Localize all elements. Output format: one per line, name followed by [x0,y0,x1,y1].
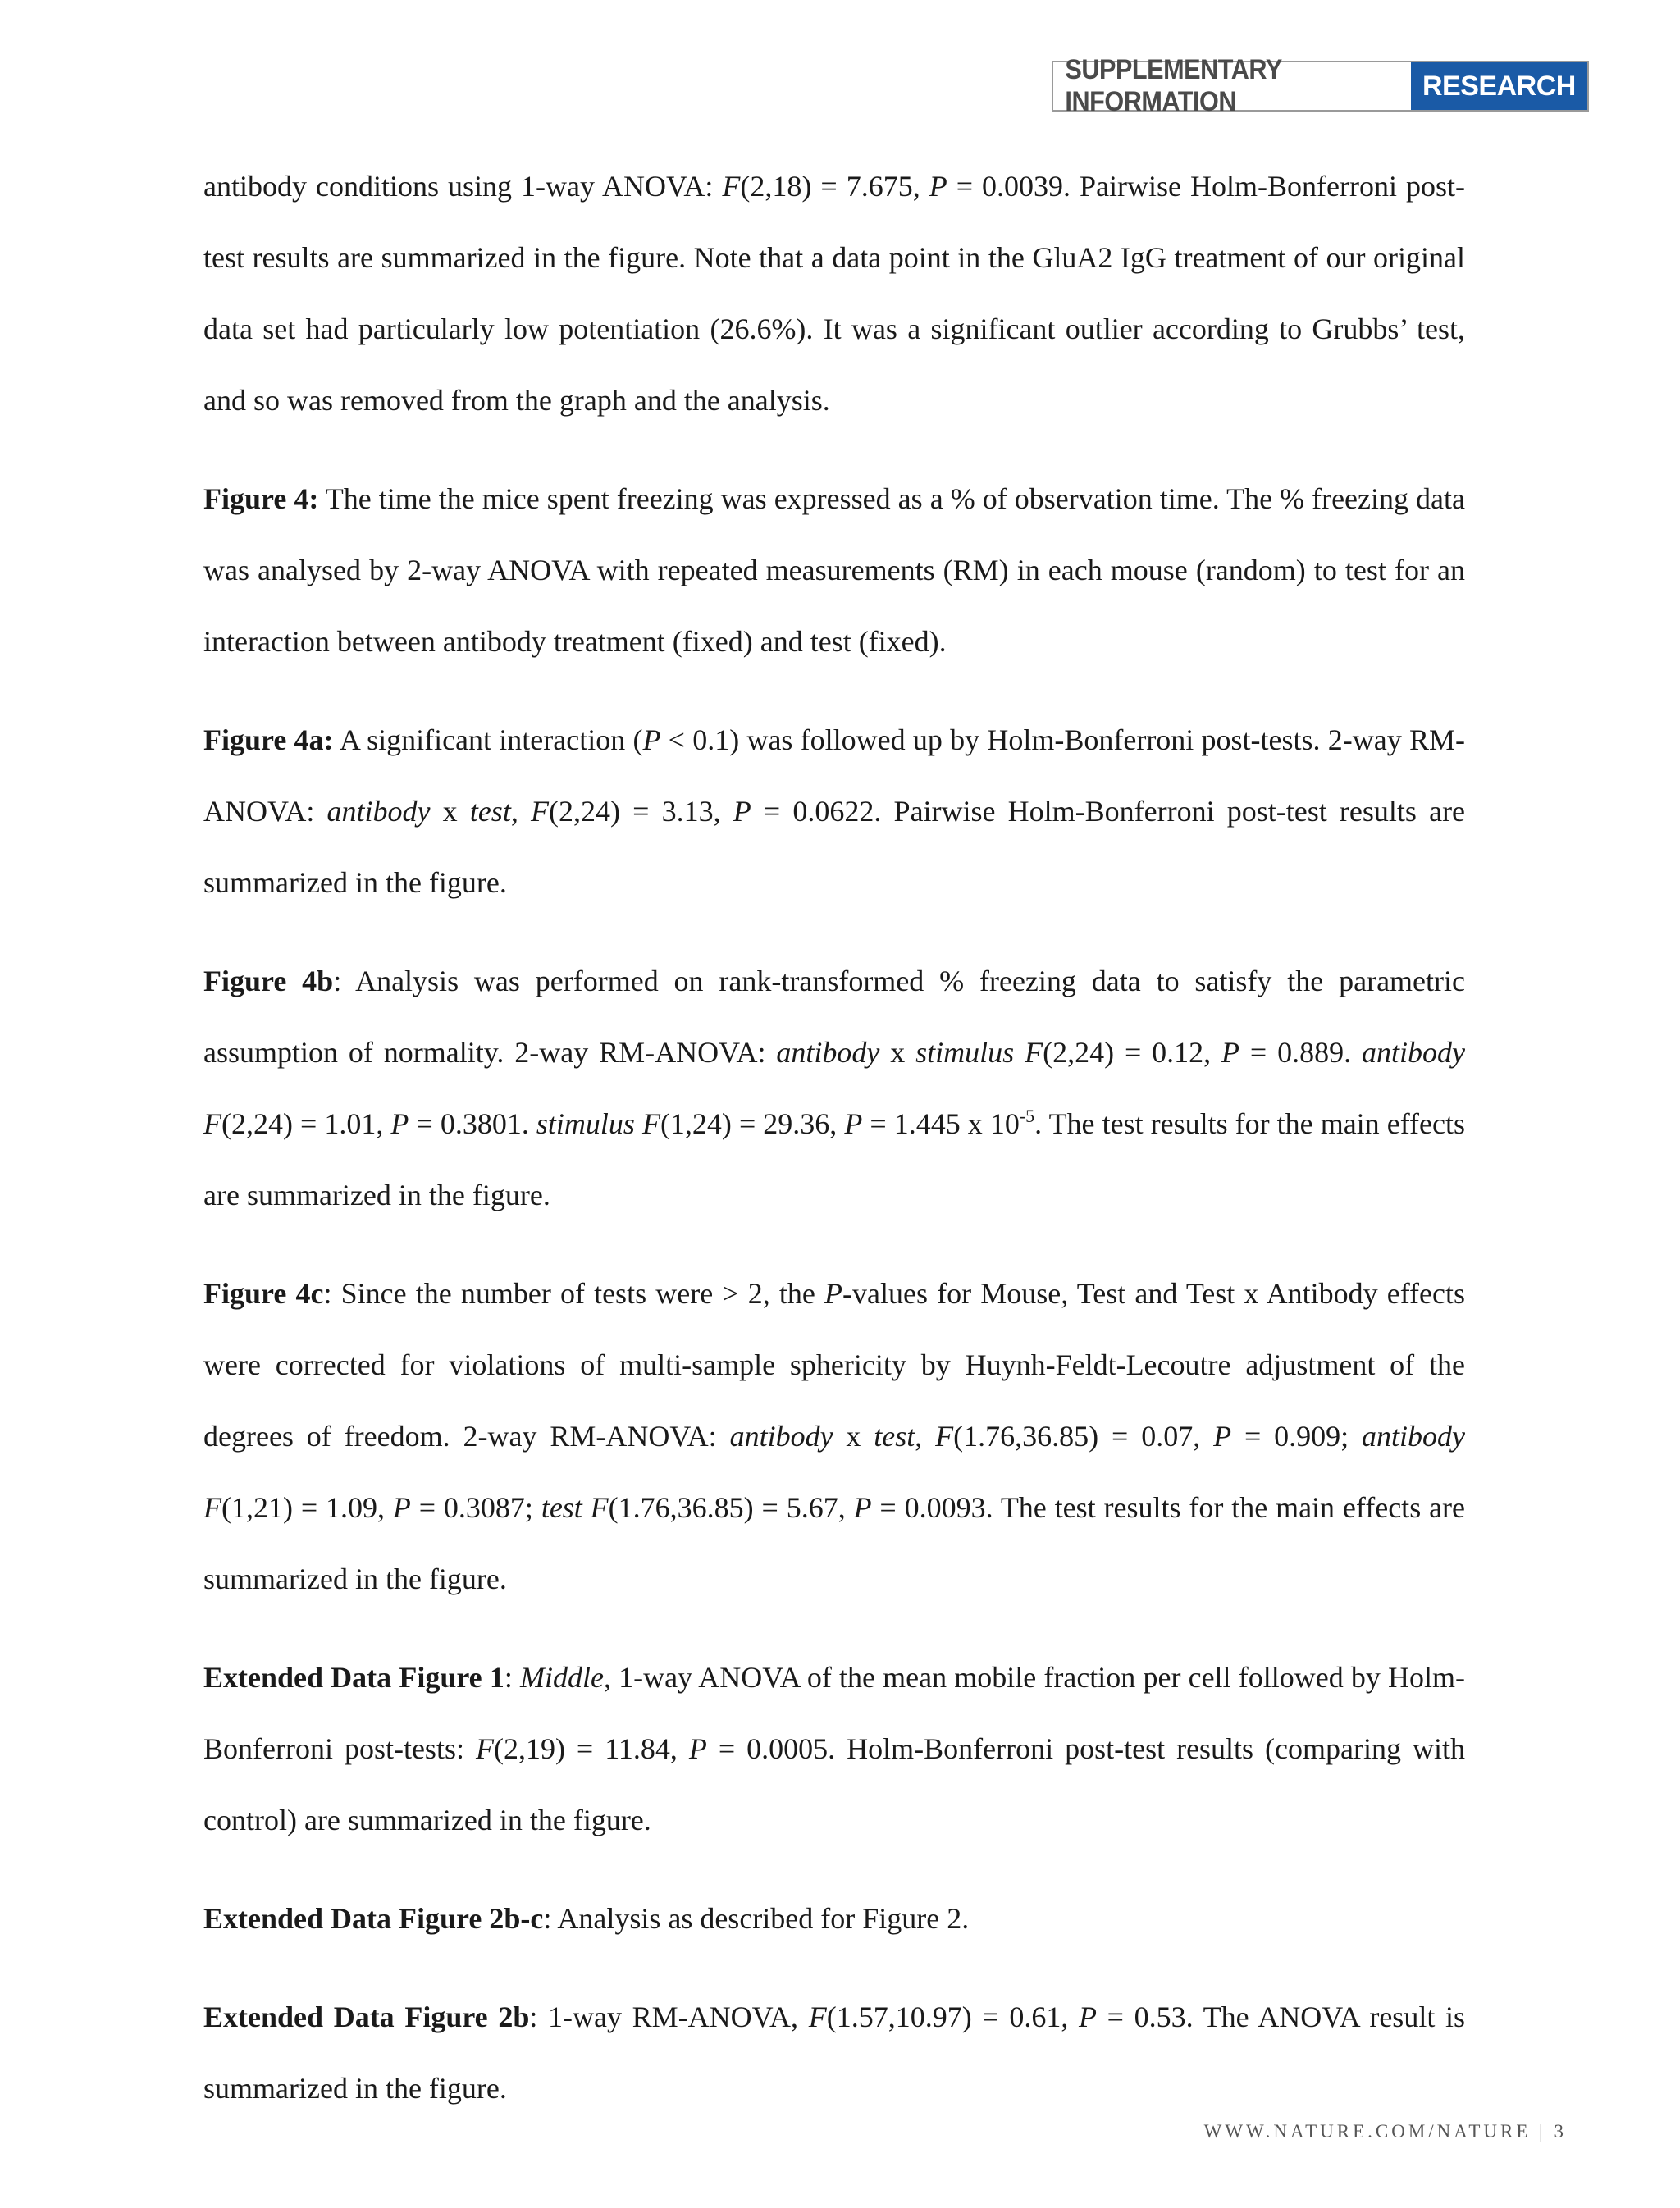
text: , [915,1420,936,1453]
figure-label: Figure 4a: [203,723,334,756]
italic-text: P [824,1277,843,1310]
text: (2,24) = 1.01, [221,1107,391,1140]
text: = 0.0005. Holm-Bonferroni post-test results (comparing with control) are summarized in the figure. [203,1732,1465,1836]
italic-text: P [853,1491,872,1524]
italic-text: P [844,1107,863,1140]
paragraph-anova-continued [203,151,1465,436]
section-label: SUPPLEMENTARY INFORMATION [1053,62,1375,110]
text: = 0.3801. [409,1107,536,1140]
text: : Analysis was performed on rank-transformed % freezing data to satisfy the parametric assumption of normality. 2-way RM-ANOVA: [203,965,1466,1069]
text: (1.57,10.97) = 0.61, [826,2000,1079,2033]
text: (1.76,36.85) = 5.67, [608,1491,854,1524]
text: A significant interaction ( [333,723,643,756]
italic-text: F [935,1420,954,1453]
text: = 0.0039. Pairwise Holm-Bonferroni post-test results are summarized in the figure. Note that a data point in the GluA2 IgG treatment of our original data set had particularly low potentiation (26.6%). It was a significant outlier according to Grubbs’ test, and so was removed from the graph and the analysis. [203,170,1466,417]
paragraph-extended-data-figure-1 [203,1642,1465,1856]
text: = 0.3087; [410,1491,541,1524]
italic-text: P [1213,1420,1232,1453]
italic-text: F [722,170,741,203]
figure-label: Figure 4c [203,1277,324,1310]
italic-text: antibody [326,795,431,828]
italic-text: P [642,723,661,756]
page-footer [1181,2121,1567,2142]
paragraph-figure-4b [203,946,1465,1231]
page-number: 3 [1554,2121,1567,2142]
italic-text: antibody F [203,1420,1465,1524]
journal-section-badge [1052,54,1589,117]
paragraph-figure-4a [203,705,1465,919]
italic-text: P [392,1491,411,1524]
text: (2,24) = 0.12, [1043,1036,1222,1069]
text: = 0.0622. Pairwise Holm-Bonferroni post-test results are summarized in the figure. [203,795,1466,899]
text: = 0.889. [1239,1036,1363,1069]
text: = 1.445 x 10 [862,1107,1020,1140]
figure-label: Extended Data Figure 1 [203,1661,504,1694]
italic-text: stimulus F [915,1036,1043,1069]
italic-text: antibody [729,1420,833,1453]
figure-label: Extended Data Figure 2b [203,2000,530,2033]
italic-text: Middle [520,1661,604,1694]
italic-text: test [874,1420,915,1453]
text: x [430,795,470,828]
text: (2,18) = 7.675, [740,170,929,203]
text: = 0.0093. The test results for the main effects are summarized in the figure. [203,1491,1466,1595]
text: , 1-way ANOVA of the mean mobile fraction per cell followed by Holm-Bonferroni post-tests: [203,1661,1466,1765]
italic-text: F [531,795,549,828]
italic-text: P [733,795,751,828]
italic-text: test [469,795,511,828]
category-label: RESEARCH [1411,62,1587,110]
text: : [504,1661,520,1694]
figure-label: Extended Data Figure 2b-c [203,1902,544,1935]
figure-label: Figure 4b [203,965,334,997]
paragraph-extended-data-figure-2b [203,1982,1465,2124]
exponent: -5 [1019,1106,1035,1126]
body-text [203,151,1465,2151]
text: < 0.1) was followed up by Holm-Bonferroni post-tests. 2-way RM-ANOVA: [203,723,1466,828]
italic-text: F [808,2000,827,2033]
italic-text: test F [541,1491,609,1524]
text: (2,24) = 3.13, [549,795,733,828]
footer-separator: | [1539,2121,1546,2142]
text: x [833,1420,874,1453]
italic-text: stimulus F [536,1107,660,1140]
italic-text: P [688,1732,707,1765]
text: : Analysis as described for Figure 2. [543,1902,970,1935]
text: (2,19) = 11.84, [493,1732,689,1765]
text: antibody conditions using 1-way ANOVA: [203,170,723,203]
paragraph-figure-4 [203,463,1465,677]
text: x [879,1036,916,1069]
text: : 1-way RM-ANOVA, [529,2000,809,2033]
text: = 0.53. The ANOVA result is summarized in the figure. [203,2000,1466,2105]
italic-text: antibody F [203,1036,1465,1140]
journal-url: WWW.NATURE.COM/NATURE [1203,2121,1532,2142]
text: : Since the number of tests were > 2, the [323,1277,825,1310]
italic-text: P [929,170,947,203]
paragraph-figure-4c [203,1258,1465,1615]
paragraph-extended-data-figure-2b-c [203,1883,1465,1955]
italic-text: P [390,1107,409,1140]
text: (1,24) = 29.36, [660,1107,845,1140]
italic-text: P [1221,1036,1240,1069]
text: The time the mice spent freezing was expressed as a % of observation time. The % freezing data was analysed by 2-way ANOVA with repeated measurements (RM) in each mouse (random) to test for an interaction between antibody treatment (fixed) and test (fixed). [203,482,1465,658]
italic-text: antibody [776,1036,880,1069]
text: = 0.909; [1231,1420,1363,1453]
italic-text: P [1079,2000,1097,2033]
text: . The test results for the main effects are summarized in the figure. [203,1107,1466,1211]
figure-label: Figure 4: [203,482,319,515]
text: (1.76,36.85) = 0.07, [953,1420,1214,1453]
text: -values for Mouse, Test and Test x Antibody effects were corrected for violations of multi-sample sphericity by Huynh-Feldt-Lecoutre adjustment of the degrees of freedom. 2-way RM-ANOVA: [203,1277,1465,1453]
text: (1,21) = 1.09, [221,1491,393,1524]
text: , [510,795,531,828]
italic-text: F [475,1732,494,1765]
